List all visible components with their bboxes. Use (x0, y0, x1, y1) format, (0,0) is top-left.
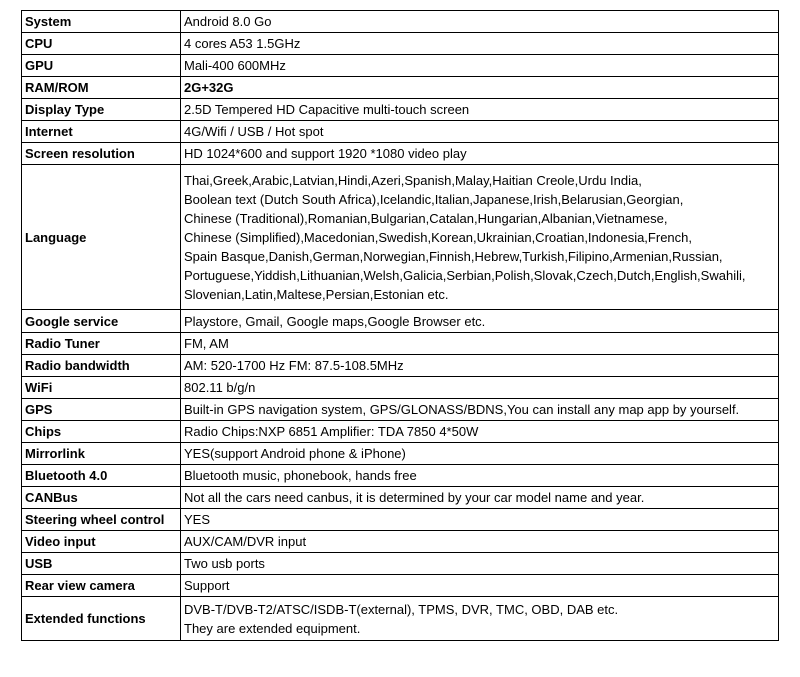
spec-label: GPU (22, 55, 181, 77)
language-line: Boolean text (Dutch South Africa),Icelandic,Italian,Japanese,Irish,Belarusian,Georgian, (184, 191, 684, 207)
language-line: Spain Basque,Danish,German,Norwegian,Finnish,Hebrew,Turkish,Filipino,Armenian,Russian, (184, 248, 723, 264)
spec-value: YES (181, 509, 779, 531)
spec-row-video-input (22, 531, 779, 553)
spec-value: AM: 520-1700 Hz FM: 87.5-108.5MHz (181, 355, 779, 377)
spec-label: Video input (22, 531, 181, 553)
spec-value: 802.11 b/g/n (181, 377, 779, 399)
language-line: Chinese (Simplified),Macedonian,Swedish,Korean,Ukrainian,Croatian,Indonesia,French, (184, 229, 692, 245)
spec-value: Android 8.0 Go (181, 11, 779, 33)
spec-value: AUX/CAM/DVR input (181, 531, 779, 553)
spec-row-chips (22, 421, 779, 443)
spec-value: Not all the cars need canbus, it is determined by your car model name and year. (181, 487, 779, 509)
spec-label: Screen resolution (22, 143, 181, 165)
spec-row-mirrorlink (22, 443, 779, 465)
spec-label: Steering wheel control (22, 509, 181, 531)
spec-value: Radio Chips:NXP 6851 Amplifier: TDA 7850 4*50W (181, 421, 779, 443)
language-line: Thai,Greek,Arabic,Latvian,Hindi,Azeri,Spanish,Malay,Haitian Creole,Urdu India, (184, 172, 642, 188)
spec-label: Mirrorlink (22, 443, 181, 465)
spec-label: Radio Tuner (22, 333, 181, 355)
spec-row-language (22, 165, 779, 310)
spec-label: System (22, 11, 181, 33)
spec-label: WiFi (22, 377, 181, 399)
spec-row-cpu (22, 33, 779, 55)
spec-row-usb (22, 553, 779, 575)
spec-value: HD 1024*600 and support 1920 *1080 video play (181, 143, 779, 165)
spec-value: 2G+32G (181, 77, 779, 99)
spec-row-system (22, 11, 779, 33)
spec-label: Chips (22, 421, 181, 443)
spec-table (21, 10, 779, 641)
spec-label: Language (22, 165, 181, 310)
spec-row-bluetooth (22, 465, 779, 487)
spec-value: YES(support Android phone & iPhone) (181, 443, 779, 465)
spec-label: Internet (22, 121, 181, 143)
spec-value: Playstore, Gmail, Google maps,Google Browser etc. (181, 310, 779, 333)
spec-row-google-service (22, 310, 779, 333)
spec-value: Built-in GPS navigation system, GPS/GLONASS/BDNS,You can install any map app by yourself. (181, 399, 779, 421)
spec-value: Two usb ports (181, 553, 779, 575)
spec-row-steering-wheel-control (22, 509, 779, 531)
spec-row-internet (22, 121, 779, 143)
spec-label: Extended functions (22, 597, 181, 641)
spec-row-wifi (22, 377, 779, 399)
spec-label: USB (22, 553, 181, 575)
spec-row-extended-functions (22, 597, 779, 641)
spec-label: Radio bandwidth (22, 355, 181, 377)
spec-label: Bluetooth 4.0 (22, 465, 181, 487)
spec-value: 2.5D Tempered HD Capacitive multi-touch screen (181, 99, 779, 121)
spec-value: Mali-400 600MHz (181, 55, 779, 77)
spec-label: Display Type (22, 99, 181, 121)
spec-row-radio-tuner (22, 333, 779, 355)
language-line: Slovenian,Latin,Maltese,Persian,Estonian etc. (184, 286, 449, 302)
spec-label: GPS (22, 399, 181, 421)
spec-value-multiline (181, 597, 779, 641)
spec-row-gpu (22, 55, 779, 77)
spec-row-canbus (22, 487, 779, 509)
extended-line: They are extended equipment. (184, 620, 361, 636)
language-line: Portuguese,Yiddish,Lithuanian,Welsh,Galicia,Serbian,Polish,Slovak,Czech,Dutch,English,Swahili, (184, 267, 746, 283)
spec-label: CPU (22, 33, 181, 55)
extended-line: DVB-T/DVB-T2/ATSC/ISDB-T(external), TPMS, DVR, TMC, OBD, DAB etc. (184, 601, 619, 617)
spec-value: Bluetooth music, phonebook, hands free (181, 465, 779, 487)
spec-row-screen-resolution (22, 143, 779, 165)
spec-value: FM, AM (181, 333, 779, 355)
spec-row-gps (22, 399, 779, 421)
spec-label: Rear view camera (22, 575, 181, 597)
spec-label: CANBus (22, 487, 181, 509)
spec-label: RAM/ROM (22, 77, 181, 99)
spec-label: Google service (22, 310, 181, 333)
spec-row-radio-bandwidth (22, 355, 779, 377)
spec-value-multiline (181, 165, 779, 310)
spec-row-display-type (22, 99, 779, 121)
spec-value: Support (181, 575, 779, 597)
spec-row-ram-rom (22, 77, 779, 99)
spec-value: 4 cores A53 1.5GHz (181, 33, 779, 55)
language-line: Chinese (Traditional),Romanian,Bulgarian,Catalan,Hungarian,Albanian,Vietnamese, (184, 210, 668, 226)
spec-value: 4G/Wifi / USB / Hot spot (181, 121, 779, 143)
spec-row-rear-view-camera (22, 575, 779, 597)
